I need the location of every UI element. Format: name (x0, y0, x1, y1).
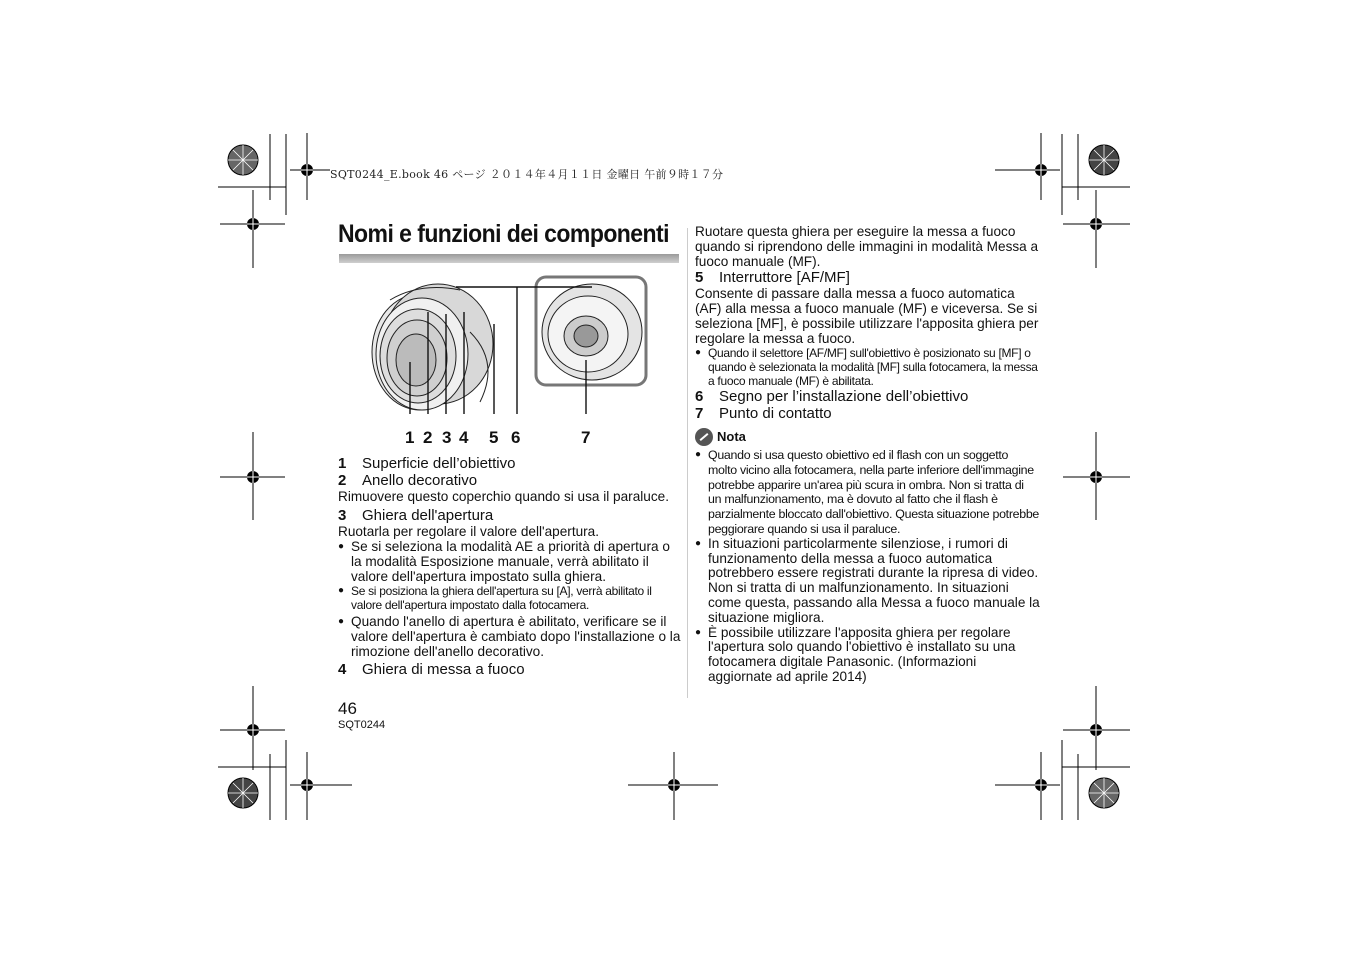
item-4 (338, 661, 683, 678)
lens-illustration (360, 272, 660, 422)
item-label: Segno per l’installazione dell’obiettivo (719, 388, 969, 405)
callout-1: 1 (405, 428, 415, 447)
print-header-line: SQT0244_E.book 46 ページ ２０１４年４月１１日 金曜日 午前９時１７分 (330, 168, 724, 181)
item-number: 6 (695, 388, 704, 405)
item-5 (695, 269, 1040, 286)
page-code: SQT0244 (338, 719, 386, 731)
item-5-bullet: ● Quando il selettore [AF/MF] sull'obiettivo è posizionato su [MF] o quando è selezionata la modalità [MF] sulla fotocamera, la messa a fuoco manuale (MF) è abilitata. (695, 346, 1040, 388)
item-7 (695, 405, 1040, 422)
item-label: Anello decorativo (362, 472, 478, 489)
page-title: Nomi e funzioni dei componenti (338, 220, 669, 248)
page-number: 46 (338, 699, 357, 718)
item-3-description: Ruotarla per regolare il valore dell'apertura. (338, 524, 600, 539)
nota-bullet: ● In situazioni particolarmente silenziose, i rumori di funzionamento della messa a fuoco automatica potrebbero essere registrati durante la ripresa di video. Non si tratta di un malfunzionamento. In situazioni come questa, passando alla Messa a fuoco manuale la situazione migliora. (695, 537, 1040, 626)
callout-7: 7 (581, 428, 591, 447)
callout-2: 2 (423, 428, 433, 447)
left-column (338, 455, 683, 678)
item-label: Punto di contatto (719, 405, 832, 422)
item-number: 5 (695, 269, 704, 286)
callout-3: 3 (442, 428, 452, 447)
item-number: 1 (338, 455, 347, 472)
item-3-bullet: ● Se si seleziona la modalità AE a priorità di apertura o la modalità Esposizione manuale, verrà abilitato il valore dell'apertura impostato sulla ghiera. (338, 539, 683, 584)
column-divider (687, 228, 688, 698)
item-1 (338, 455, 683, 472)
nota-bullet: ● Quando si usa questo obiettivo ed il flash con un soggetto molto vicino alla fotocamera, nella parte inferiore dell'immagine potrebbe apparire un'area più scura in ombra. Non si tratta di un malfunzionamento, ma è dovuto al fatto che il flash è parzialmente bloccato dall'obiettivo. Questa situazione potrebbe peggiorare quando si usa il paraluce. (695, 448, 1040, 537)
item-label: Interruttore [AF/MF] (719, 269, 850, 286)
item-number: 7 (695, 405, 704, 422)
item-5-description: Consente di passare dalla messa a fuoco automatica (AF) alla messa a fuoco manuale (MF) e viceversa. Se si seleziona [MF], è possibile utilizzare l'apposita ghiera per regolare la messa a fuoco. (695, 286, 1039, 346)
item-label: Ghiera dell'apertura (362, 507, 494, 524)
callout-6: 6 (511, 428, 521, 447)
item-3-bullet: ● Se si posiziona la ghiera dell'apertura su [A], verrà abilitato il valore dell'apertura impostato dalla fotocamera. (338, 584, 683, 612)
callout-4: 4 (459, 428, 469, 447)
nota-label: Nota (717, 429, 746, 444)
nota-heading (695, 428, 1040, 446)
item-3 (338, 507, 683, 524)
item-3-bullet: ● Quando l'anello di apertura è abilitato, verificare se il valore dell'apertura è cambiato dopo l'installazione o la rimozione dell'anello decorativo. (338, 614, 683, 659)
item-label: Ghiera di messa a fuoco (362, 661, 525, 678)
item-6 (695, 388, 1040, 405)
item-number: 3 (338, 507, 347, 524)
item-label: Superficie dell’obiettivo (362, 455, 516, 472)
item-2-description: Rimuovere questo coperchio quando si usa il paraluce. (338, 489, 669, 504)
right-column (695, 224, 1040, 685)
item-number: 2 (338, 472, 347, 489)
item-4-description: Ruotare questa ghiera per eseguire la messa a fuoco quando si riprendono delle immagini in modalità Messa a fuoco manuale (MF). (695, 224, 1039, 269)
nota-bullet: ● È possibile utilizzare l'apposita ghiera per regolare l'apertura solo quando l'obiettivo è installato su una fotocamera digitale Panasonic. (Informazioni aggiornate ad aprile 2014) (695, 626, 1040, 685)
pencil-note-icon (695, 428, 713, 446)
title-underline-bar (339, 254, 679, 263)
item-2 (338, 472, 683, 489)
callout-5: 5 (489, 428, 499, 447)
item-number: 4 (338, 661, 347, 678)
